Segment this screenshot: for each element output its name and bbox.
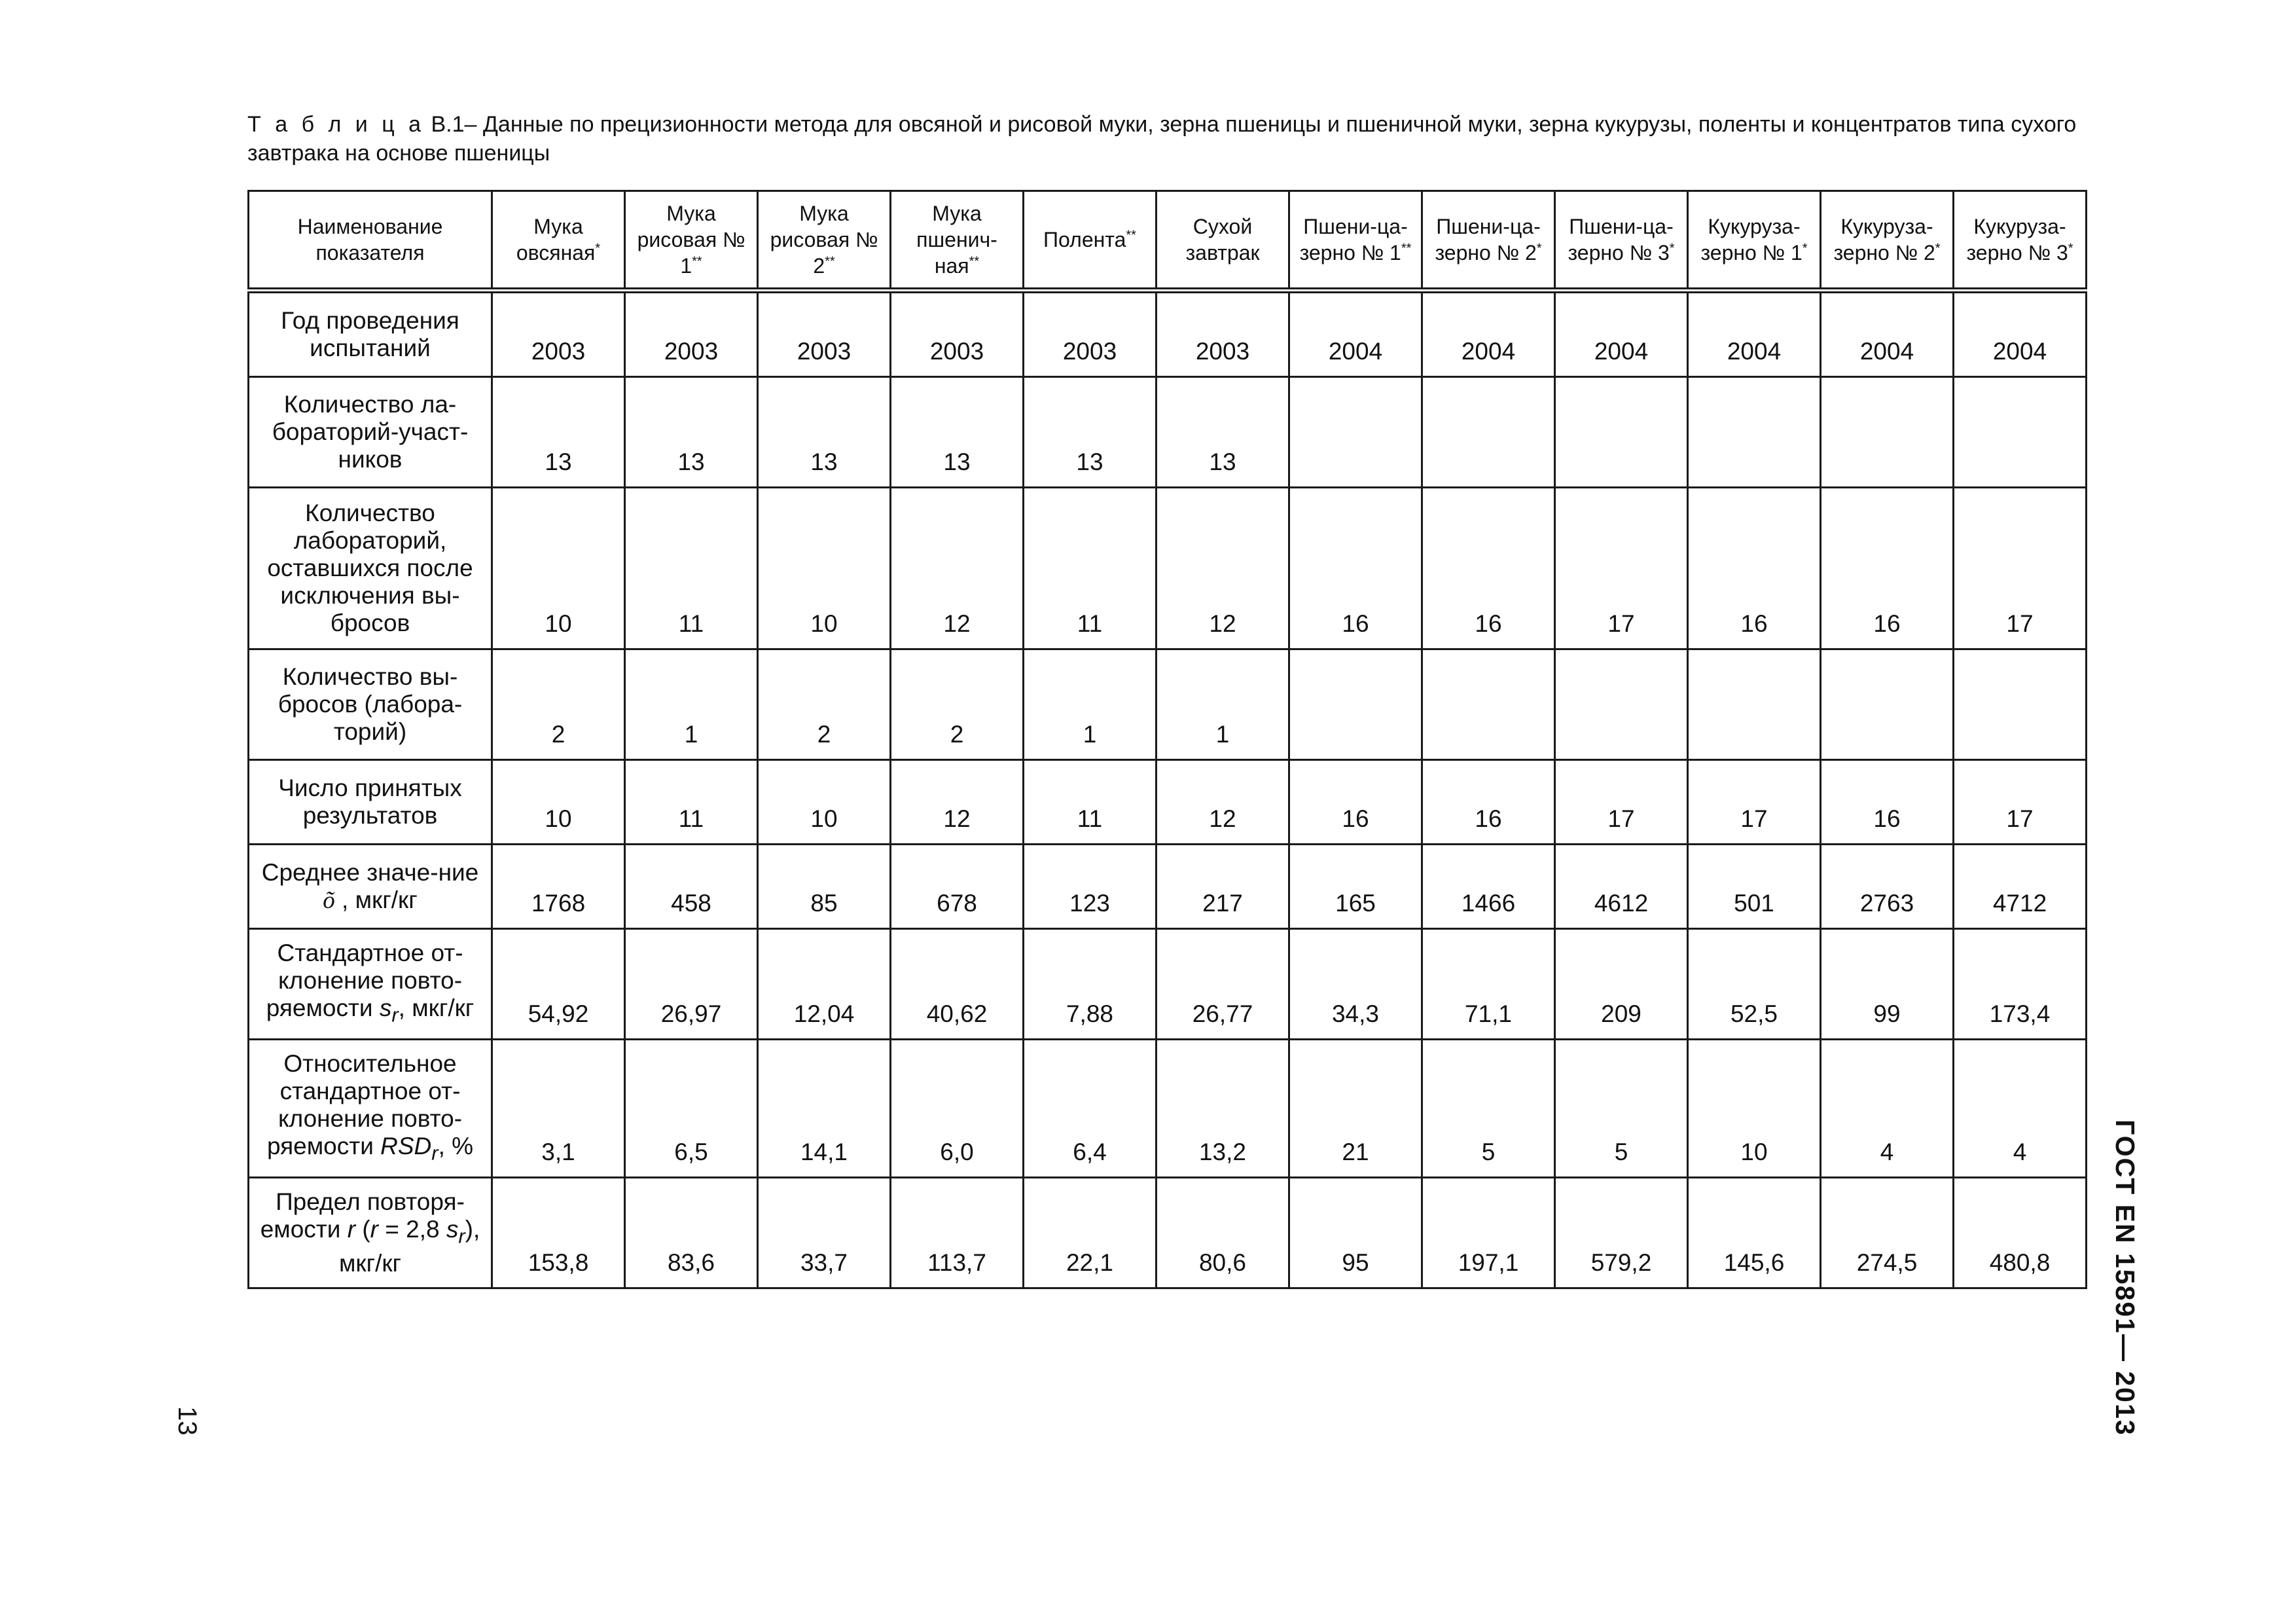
table-cell: [1821, 649, 1954, 760]
table-cell: 26,97: [625, 929, 758, 1040]
column-header-1: Мука овсяная*: [492, 191, 625, 291]
row-label: Предел повторя-емости r (r = 2,8 $s_r$), мкг/кг: [249, 1178, 492, 1288]
table-cell: 2: [891, 649, 1024, 760]
table-cell: 2004: [1289, 291, 1422, 377]
table-cell: 21: [1289, 1040, 1422, 1178]
column-header-10: Кукуруза-зерно № 1*: [1688, 191, 1821, 291]
table-cell: 16: [1821, 760, 1954, 845]
table-cell: 11: [625, 488, 758, 649]
table-cell: 501: [1688, 845, 1821, 929]
table-cell: 2003: [1024, 291, 1157, 377]
table-cell: [1289, 377, 1422, 488]
column-header-12: Кукуруза-зерно № 3*: [1954, 191, 2087, 291]
table-cell: [1688, 649, 1821, 760]
table-cell: 113,7: [891, 1178, 1024, 1288]
page-number: 13: [173, 1406, 202, 1436]
table-cell: 123: [1024, 845, 1157, 929]
table-cell: 16: [1422, 760, 1555, 845]
table-cell: 17: [1954, 488, 2087, 649]
table-cell: 4712: [1954, 845, 2087, 929]
table-cell: 165: [1289, 845, 1422, 929]
table-cell: 2004: [1688, 291, 1821, 377]
table-cell: 2003: [891, 291, 1024, 377]
param-header: Наименование показателя: [249, 191, 492, 291]
table-cell: 71,1: [1422, 929, 1555, 1040]
table-cell: [1422, 377, 1555, 488]
table-cell: 2: [758, 649, 891, 760]
table-cell: 95: [1289, 1178, 1422, 1288]
table-cell: 4: [1954, 1040, 2087, 1178]
table-cell: 1466: [1422, 845, 1555, 929]
table-cell: 1: [1157, 649, 1289, 760]
column-header-6: Сухой завтрак: [1157, 191, 1289, 291]
row-label: Относительное стандартное от-клонение повто-ряемости $RSD_r$, %: [249, 1040, 492, 1178]
table-cell: 13: [758, 377, 891, 488]
table-cell: 85: [758, 845, 891, 929]
table-cell: 1768: [492, 845, 625, 929]
column-header-11: Кукуруза-зерно № 2*: [1821, 191, 1954, 291]
table-cell: 4612: [1555, 845, 1688, 929]
precision-data-table: [247, 190, 2087, 1289]
table-cell: 54,92: [492, 929, 625, 1040]
table-cell: 13,2: [1157, 1040, 1289, 1178]
table-cell: 6,4: [1024, 1040, 1157, 1178]
table-cell: 26,77: [1157, 929, 1289, 1040]
table-cell: 16: [1821, 488, 1954, 649]
table-cell: 1: [625, 649, 758, 760]
header-row: [249, 191, 2087, 291]
table-row: [249, 291, 2087, 377]
table-cell: 1: [1024, 649, 1157, 760]
caption-label: Т а б л и ц а: [247, 112, 425, 137]
table-cell: 6,0: [891, 1040, 1024, 1178]
standard-code: ГОСТ EN 15891— 2013: [2110, 1120, 2140, 1436]
table-row: [249, 649, 2087, 760]
table-cell: 12: [1157, 760, 1289, 845]
table-cell: 5: [1422, 1040, 1555, 1178]
table-cell: 14,1: [758, 1040, 891, 1178]
table-cell: 13: [891, 377, 1024, 488]
table-cell: 11: [1024, 760, 1157, 845]
row-label: Количество вы-бросов (лабора-торий): [249, 649, 492, 760]
column-header-4: Мука пшенич-ная**: [891, 191, 1024, 291]
table-row: [249, 845, 2087, 929]
table-cell: [1422, 649, 1555, 760]
table-row: [249, 760, 2087, 845]
table-cell: 12: [891, 488, 1024, 649]
table-caption: [247, 110, 2087, 168]
table-cell: 11: [1024, 488, 1157, 649]
table-cell: 17: [1555, 488, 1688, 649]
column-header-8: Пшени-ца-зерно № 2*: [1422, 191, 1555, 291]
table-cell: 2004: [1821, 291, 1954, 377]
table-cell: 13: [1157, 377, 1289, 488]
table-cell: 678: [891, 845, 1024, 929]
column-header-2: Мука рисовая № 1**: [625, 191, 758, 291]
table-cell: 2763: [1821, 845, 1954, 929]
table-cell: 17: [1555, 760, 1688, 845]
table-cell: 16: [1422, 488, 1555, 649]
table-cell: 12: [891, 760, 1024, 845]
table-cell: 10: [492, 488, 625, 649]
table-cell: 2003: [1157, 291, 1289, 377]
table-cell: 209: [1555, 929, 1688, 1040]
table-cell: 579,2: [1555, 1178, 1688, 1288]
table-cell: 2004: [1422, 291, 1555, 377]
table-cell: 10: [492, 760, 625, 845]
table-row: [249, 377, 2087, 488]
table-cell: 83,6: [625, 1178, 758, 1288]
table-cell: 153,8: [492, 1178, 625, 1288]
table-cell: 99: [1821, 929, 1954, 1040]
table-cell: [1289, 649, 1422, 760]
row-label: Количество лабораторий, оставшихся после исключения вы-бросов: [249, 488, 492, 649]
table-cell: 16: [1289, 488, 1422, 649]
caption-text: В.1– Данные по прецизионности метода для овсяной и рисовой муки, зерна пшеницы и пшеничной муки, зерна кукурузы, поленты и концентратов типа сухого завтрака на основе пшеницы: [247, 112, 2077, 166]
table-cell: 13: [1024, 377, 1157, 488]
table-cell: [1555, 649, 1688, 760]
table-cell: 4: [1821, 1040, 1954, 1178]
table-cell: 173,4: [1954, 929, 2087, 1040]
table-cell: 10: [758, 488, 891, 649]
table-cell: 13: [492, 377, 625, 488]
table-cell: 3,1: [492, 1040, 625, 1178]
table-cell: 16: [1688, 488, 1821, 649]
table-cell: 12: [1157, 488, 1289, 649]
table-cell: 480,8: [1954, 1178, 2087, 1288]
table-cell: 2003: [492, 291, 625, 377]
row-label: Среднее значе-ние õ , мкг/кг: [249, 845, 492, 929]
table-cell: 52,5: [1688, 929, 1821, 1040]
row-label: Стандартное от-клонение повто-ряемости $s_r$, мкг/кг: [249, 929, 492, 1040]
table-cell: [1954, 649, 2087, 760]
table-cell: 217: [1157, 845, 1289, 929]
row-label: Число принятых результатов: [249, 760, 492, 845]
table-cell: 16: [1289, 760, 1422, 845]
table-cell: 2: [492, 649, 625, 760]
table-cell: 2003: [625, 291, 758, 377]
column-header-7: Пшени-ца-зерно № 1**: [1289, 191, 1422, 291]
table-cell: 274,5: [1821, 1178, 1954, 1288]
table-cell: 17: [1688, 760, 1821, 845]
table-cell: 5: [1555, 1040, 1688, 1178]
column-header-3: Мука рисовая № 2**: [758, 191, 891, 291]
table-cell: 458: [625, 845, 758, 929]
table-cell: 33,7: [758, 1178, 891, 1288]
table-cell: [1555, 377, 1688, 488]
table-cell: 22,1: [1024, 1178, 1157, 1288]
table-cell: 12,04: [758, 929, 891, 1040]
table-cell: 10: [758, 760, 891, 845]
table-cell: 145,6: [1688, 1178, 1821, 1288]
table-cell: 197,1: [1422, 1178, 1555, 1288]
table-cell: 80,6: [1157, 1178, 1289, 1288]
table-cell: 6,5: [625, 1040, 758, 1178]
table-row: [249, 929, 2087, 1040]
table-cell: 40,62: [891, 929, 1024, 1040]
table-cell: 7,88: [1024, 929, 1157, 1040]
table-row: [249, 1178, 2087, 1288]
column-header-9: Пшени-ца-зерно № 3*: [1555, 191, 1688, 291]
table-cell: 13: [625, 377, 758, 488]
table-row: [249, 1040, 2087, 1178]
table-cell: 2004: [1555, 291, 1688, 377]
table-cell: [1954, 377, 2087, 488]
table-cell: 2004: [1954, 291, 2087, 377]
table-cell: 17: [1954, 760, 2087, 845]
row-label: Количество ла-бораторий-участ-ников: [249, 377, 492, 488]
row-label: Год проведения испытаний: [249, 291, 492, 377]
table-cell: 11: [625, 760, 758, 845]
table-cell: 10: [1688, 1040, 1821, 1178]
table-cell: [1688, 377, 1821, 488]
table-cell: 34,3: [1289, 929, 1422, 1040]
column-header-5: Полента**: [1024, 191, 1157, 291]
table-cell: [1821, 377, 1954, 488]
table-cell: 2003: [758, 291, 891, 377]
table-row: [249, 488, 2087, 649]
